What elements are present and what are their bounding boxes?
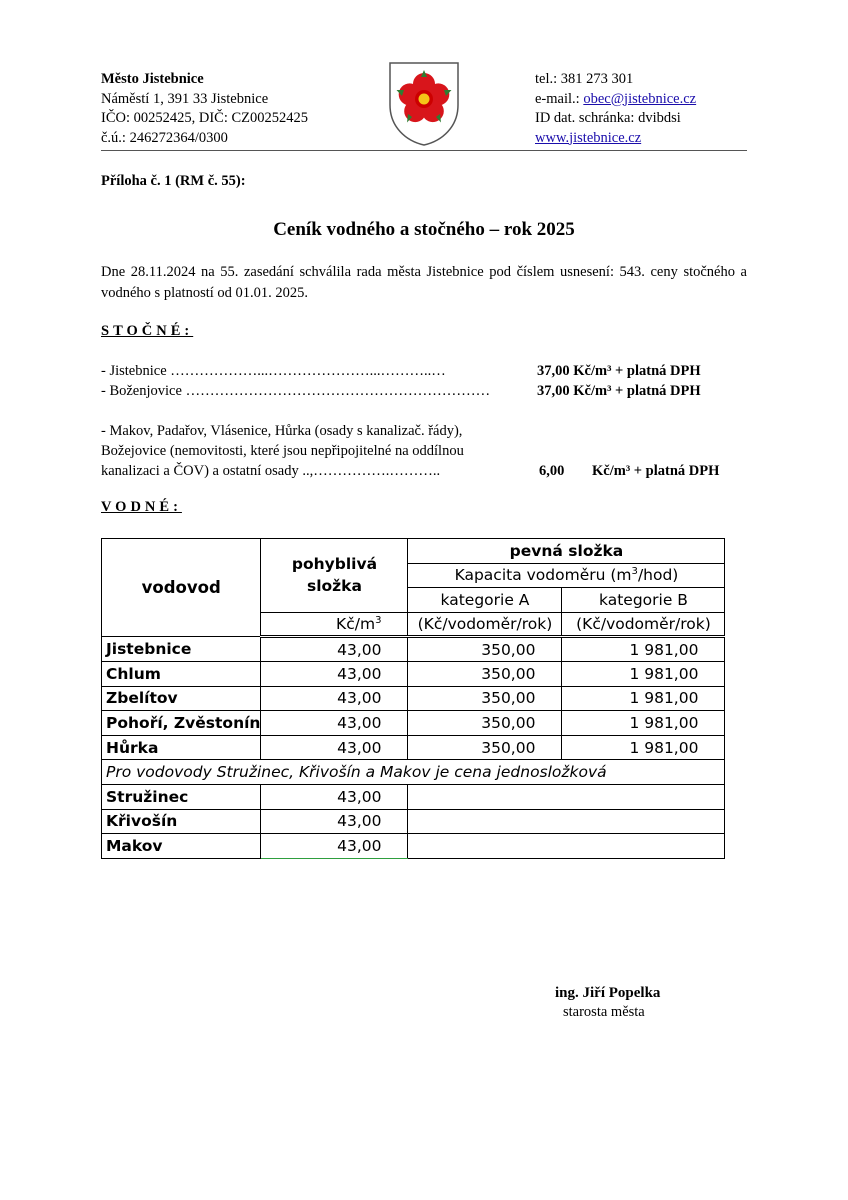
web-link[interactable]: www.jistebnice.cz [535, 129, 642, 146]
table-note-row [102, 760, 725, 785]
signature-role: starosta města [563, 1004, 645, 1020]
row-cat-a: 350,00 [408, 735, 562, 760]
header-variable [261, 539, 408, 613]
vodne-table [101, 538, 725, 859]
row-variable: 43,00 [261, 637, 408, 662]
row-name: Chlum [102, 661, 261, 686]
row-name: Pohoří, Zvěstonín [102, 711, 261, 736]
email-link[interactable]: obec@jistebnice.cz [583, 90, 697, 107]
row-cat-b: 1 981,00 [562, 686, 725, 711]
stocne-row-bozejovice-price: 37,00 Kč/m³ + platná DPH [537, 383, 701, 399]
unit-variable [261, 612, 408, 637]
row-cat-b: 1 981,00 [562, 661, 725, 686]
stocne-other-line-2: Božejovice (nemovitosti, které jsou nepřipojitelné na oddílnou [101, 443, 464, 459]
header-vodovod: vodovod [102, 539, 261, 637]
header-right [535, 70, 696, 148]
header-capacity-text: Kapacita vodoměru (m [454, 566, 632, 585]
row-variable: 43,00 [261, 686, 408, 711]
table-row [102, 686, 725, 711]
phone-text: tel.: 381 273 301 [535, 71, 634, 87]
row-cat-a: 350,00 [408, 637, 562, 662]
stocne-other-line-3: kanalizaci a ČOV) a ostatní osady ..,…………….……….. [101, 463, 441, 479]
stocne-bozejovice-dots: ……………………………………………………… [181, 383, 491, 399]
unit-cat-b: (Kč/vodoměr/rok) [562, 612, 725, 637]
header-divider [101, 150, 747, 151]
table-row [102, 834, 725, 859]
unit-variable-text: Kč/m [336, 615, 376, 634]
table-note: Pro vodovody Stružinec, Křivošín a Makov je cena jednosložková [102, 760, 725, 785]
stocne-other-unit: Kč/m³ + platná DPH [592, 463, 720, 479]
org-ico: IČO: 00252425, DIČ: CZ00252425 [101, 110, 309, 126]
header-capacity-sup: 3 [631, 566, 638, 578]
header-variable-2: složka [306, 577, 362, 596]
intro-paragraph: Dne 28.11.2024 na 55. zasedání schválila rada města Jistebnice pod číslem usnesení: 543. ceny stočného a vodného s platností od 01.01. 2025. [101, 264, 747, 301]
row-cat-a: 350,00 [408, 711, 562, 736]
row-empty [408, 784, 725, 809]
table-row [102, 637, 725, 662]
table-row [102, 784, 725, 809]
row-name: Hůrka [102, 735, 261, 760]
row-name: Makov [102, 834, 261, 859]
vodne-heading: VODNÉ: [101, 499, 182, 515]
table-row [102, 661, 725, 686]
stocne-row-bozejovice-label [101, 381, 490, 401]
stocne-heading: STOČNÉ: [101, 323, 194, 339]
header-variable-1: pohyblivá [291, 555, 378, 574]
row-variable: 43,00 [261, 661, 408, 686]
page-title: Ceník vodného a stočného – rok 2025 [273, 219, 575, 240]
unit-cat-a: (Kč/vodoměr/rok) [408, 612, 562, 637]
row-variable: 43,00 [261, 809, 408, 834]
signature-name: ing. Jiří Popelka [555, 985, 661, 1001]
stocne-row-jistebnice-label: - Jistebnice ………………...…………………...………..… [101, 363, 446, 379]
row-name: Křivošín [102, 809, 261, 834]
stocne-bozejovice-name: - Boženjovice [101, 383, 182, 399]
row-cat-b: 1 981,00 [562, 735, 725, 760]
row-variable: 43,00 [261, 735, 408, 760]
header-cat-b: kategorie B [562, 588, 725, 613]
row-empty [408, 834, 725, 859]
row-cat-b: 1 981,00 [562, 711, 725, 736]
row-variable: 43,00 [261, 784, 408, 809]
stocne-other-line-1: - Makov, Padařov, Vlásenice, Hůrka (osady s kanalizač. řády), [101, 423, 463, 439]
stocne-other-price: 6,00 [539, 463, 565, 479]
email-label: e-mail.: [535, 90, 584, 107]
email-line [535, 90, 696, 110]
header-cat-a: kategorie A [408, 588, 562, 613]
row-variable: 43,00 [261, 834, 408, 859]
unit-variable-sup: 3 [375, 615, 382, 626]
header-fixed: pevná složka [408, 539, 725, 564]
databox-text: ID dat. schránka: dvibdsi [535, 110, 681, 126]
rose-crest-icon [388, 61, 460, 147]
header-capacity [408, 563, 725, 588]
org-name: Město Jistebnice [101, 71, 204, 87]
row-cat-a: 350,00 [408, 661, 562, 686]
org-account: č.ú.: 246272364/0300 [101, 129, 228, 146]
row-name: Jistebnice [102, 637, 261, 662]
table-row [102, 735, 725, 760]
row-variable: 43,00 [261, 711, 408, 736]
org-address: Náměstí 1, 391 33 Jistebnice [101, 90, 269, 107]
table-row [102, 711, 725, 736]
table-row [102, 809, 725, 834]
stocne-row-jistebnice-price: 37,00 Kč/m³ + platná DPH [537, 363, 701, 379]
header-left [101, 70, 308, 148]
table-header-row [102, 539, 725, 564]
row-cat-b: 1 981,00 [562, 637, 725, 662]
row-empty [408, 809, 725, 834]
attachment-label: Příloha č. 1 (RM č. 55): [101, 173, 246, 189]
row-cat-a: 350,00 [408, 686, 562, 711]
header-capacity-end: /hod) [637, 566, 679, 585]
row-name: Zbelítov [102, 686, 261, 711]
row-name: Stružinec [102, 784, 261, 809]
